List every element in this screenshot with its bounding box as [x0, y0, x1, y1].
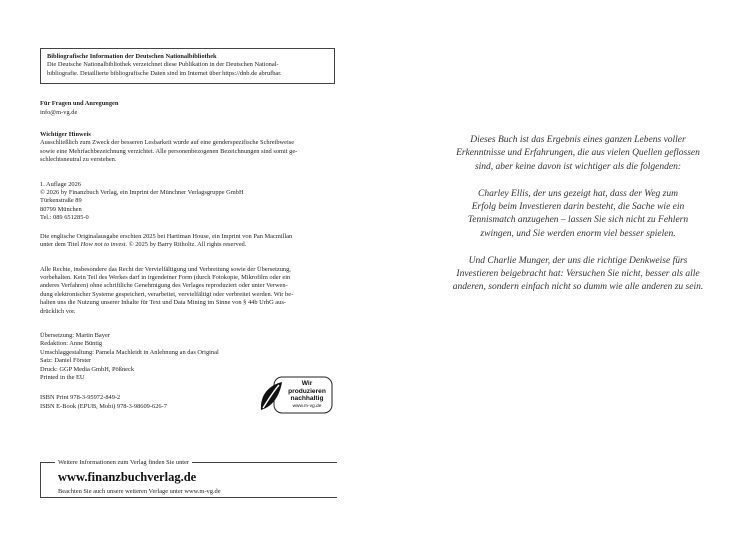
imprint-column	[40, 48, 335, 434]
contact-section	[40, 100, 335, 117]
edition-section	[40, 181, 335, 223]
publisher-web-box	[40, 459, 337, 498]
notice-heading: Wichtiger Hinweis	[40, 131, 91, 139]
original-title: How not to invest.	[80, 241, 128, 249]
credit-printing: Druck: GGP Media GmbH, Pößneck	[40, 365, 135, 373]
dedication-line: Dieses Buch ist das Ergebnis eines ganzen Lebens voller	[470, 135, 686, 145]
isbn-ebook: ISBN E-Book (EPUB, Mobi) 978-3-98609-626-7	[40, 402, 167, 410]
original-copyright: © 2025 by Barry Ritholtz. All rights reserved.	[127, 241, 247, 249]
dedication-line: Tennismatch anzugehen – lassen Sie sich nicht zu Fehlern	[467, 215, 689, 226]
dedication-line: Und Charlie Munger, der uns die richtige Denkweise fürs	[468, 255, 688, 266]
badge-line-2: nachhaltig	[290, 395, 324, 403]
address-city: 80799 München	[40, 205, 82, 213]
rights-line: halten uns die Nutzung unserer Inhalte für Text und Data Mining im Sinne von § 44b UrhG aus-	[40, 299, 286, 307]
credits-section	[40, 332, 335, 382]
leaf-icon	[258, 380, 284, 412]
isbn-print: ISBN Print 978-3-95972-849-2	[40, 394, 121, 402]
edition-line: 1. Auflage 2026	[40, 180, 81, 188]
dedication-line: anderen, sondern einfach nicht so dumm wie alle anderen zu sein.	[452, 282, 704, 293]
dedication-line: zwingen, und Sie werden enorm viel besser spielen.	[480, 228, 676, 239]
badge-url: www.m-vg.de	[292, 403, 322, 409]
bibliographic-text-line: Die Deutsche Nationalbibliothek verzeichnet diese Publikation in der Deutschen National-	[47, 61, 279, 69]
bibliographic-info-box	[40, 48, 335, 84]
contact-heading: Für Fragen und Anregungen	[40, 100, 119, 108]
publisher-web-note: Beachten Sie auch unsere weiteren Verlage unter www.m-vg.de	[58, 488, 221, 495]
dedication-line: sind, aber keine davon ist wichtiger als die folgenden:	[474, 161, 682, 172]
rights-section	[40, 266, 335, 316]
sustainability-badge	[258, 376, 334, 414]
rights-line: anderes Verfahren) ohne schriftliche Genehmigung des Verlages reproduziert oder unter Verwen-	[40, 282, 288, 290]
bibliographic-heading: Bibliografische Information der Deutschen Nationalbibliothek	[47, 53, 217, 60]
dedication-line: Charley Ellis, der uns gezeigt hat, dass der Weg zum	[478, 188, 678, 199]
dedication-line: Erfolg beim Investieren darin besteht, die Sache wie ein	[471, 202, 685, 213]
publisher-web-intro: Weitere Informationen zum Verlag finden Sie unter	[55, 458, 192, 467]
credit-cover: Umschlaggestaltung: Pamela Machleidt in Anlehnung an das Original	[40, 348, 219, 356]
sustainability-badge-text	[282, 380, 332, 410]
publisher-website-link[interactable]: www.finanzbuchverlag.de	[58, 470, 197, 484]
badge-line-1: Wir produzieren	[288, 380, 326, 395]
notice-section	[40, 131, 335, 165]
notice-text-line: schlechtsneutral zu verstehen.	[40, 156, 117, 164]
credit-typesetting: Satz: Daniel Förster	[40, 357, 92, 365]
isbn-section	[40, 380, 335, 434]
original-title-prefix: unter dem Titel	[40, 241, 81, 249]
dedication-paragraph	[435, 134, 721, 174]
rights-line: Alle Rechte, insbesondere das Recht der Vervielfältigung und Verbreitung sowie der Übersetzung,	[40, 265, 291, 273]
address-street: Türkenstraße 89	[40, 197, 82, 205]
bibliographic-text-line: bibliografie. Detaillierte bibliografische Daten sind im Internet über https://dnb.de abrufbar.	[47, 69, 282, 77]
dedication-line: Erkenntnisse und Erfahrungen, die aus vielen Quellen geflossen	[456, 148, 700, 159]
dedication	[435, 134, 721, 308]
rights-line: dung elektronischer Systeme gespeichert, verarbeitet, vervielfältigt oder verbreitet werden. Wir be-	[40, 290, 294, 298]
copyright-line: © 2026 by Finanzbuch Verlag, ein Imprint der Münchner Verlagsgruppe GmbH	[40, 189, 244, 197]
original-edition-line: Die englische Originalausgabe erschien 2025 bei Hartiman House, ein Imprint von Pan Macmillan	[40, 232, 293, 240]
rights-line: vorbehalten. Kein Teil des Werkes darf in irgendeiner Form (durch Fotokopie, Mikrofilm oder ein	[40, 273, 291, 281]
rights-line: drücklich vor.	[40, 307, 76, 315]
original-edition-section	[40, 233, 335, 250]
dedication-line: Investieren beigebracht hat: Versuchen Sie nicht, besser als alle	[456, 269, 700, 280]
credit-printed-in: Printed in the EU	[40, 373, 85, 381]
notice-text-line: Ausschließlich zum Zweck der besseren Lesbarkeit wurde auf eine genderspezifische Schreibweise	[40, 139, 295, 147]
original-title-line	[40, 241, 335, 249]
phone-line: Tel.: 089 651285-0	[40, 214, 89, 222]
credit-editing: Redaktion: Anne Büntig	[40, 340, 103, 348]
contact-email[interactable]: info@m-vg.de	[40, 108, 78, 116]
notice-text-line: sowie eine Mehrfachbezeichnung verzichtet. Alle personenbezogenen Bezeichnungen sind somit ge-	[40, 147, 298, 155]
dedication-paragraph	[435, 255, 721, 295]
dedication-paragraph	[435, 188, 721, 242]
credit-translation: Übersetzung: Martin Bayer	[40, 331, 110, 339]
